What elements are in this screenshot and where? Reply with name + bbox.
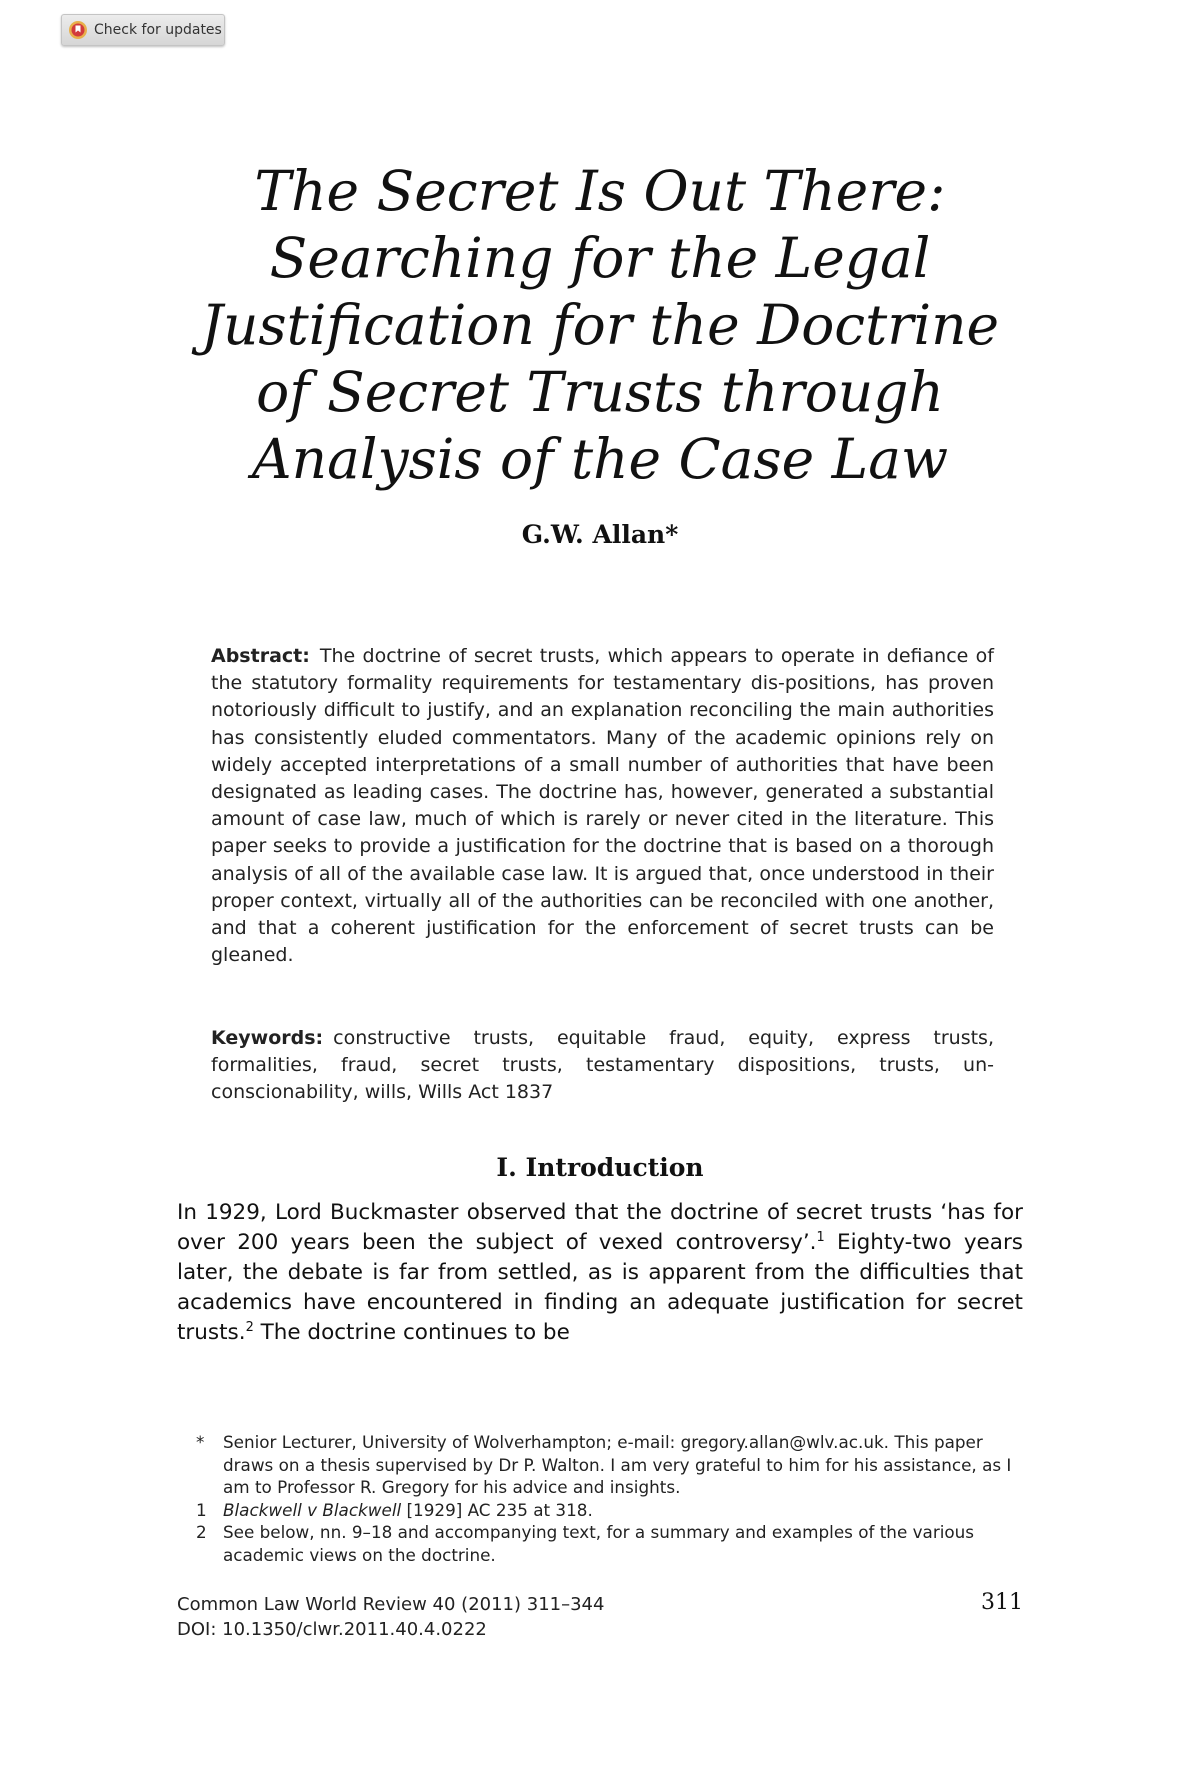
- paragraph-text: In 1929, Lord Buckmaster observed that the doctrine of secret trusts ‘has for over 200 years been the subject of vexed controversy’.: [177, 1200, 1023, 1255]
- footnote-1: [196, 1499, 1026, 1522]
- case-citation: [1929] AC 235 at 318.: [401, 1499, 593, 1520]
- footnote-text: Senior Lecturer, University of Wolverhampton; e-mail: gregory.allan@wlv.ac.uk. This paper draws on a thesis supervised by Dr P. Walton. I am very grateful to him for his assistance, as I am to Professor R. Gregory for his advice and insights.: [223, 1432, 1012, 1497]
- doi-link[interactable]: DOI: 10.1350/clwr.2011.40.4.0222: [177, 1619, 487, 1640]
- title-line: Analysis of the Case Law: [251, 427, 949, 491]
- introduction-paragraph: [177, 1198, 1023, 1348]
- author-name: G.W. Allan*: [521, 520, 679, 549]
- paragraph-text: The doctrine continues to be: [253, 1320, 570, 1345]
- abstract-text: The doctrine of secret trusts, which appears to operate in defiance of the statutory formality requirements for testamentary dis-positions, has proven notoriously difficult to justify, and an explanation reconciling the main authorities has consistently eluded commentators. Many of the academic opinions rely on widely accepted interpretations of a small number of authorities that have been designated as leading cases. The doctrine has, however, generated a substantial amount of case law, much of which is rarely or never cited in the literature. This paper seeks to provide a justification for the doctrine that is based on a thorough analysis of all of the available case law. It is argued that, once understood in their proper context, virtually all of the authorities can be reconciled with one another, and that a coherent justification for the enforcement of secret trusts can be gleaned.: [211, 645, 994, 967]
- abstract: [211, 643, 994, 969]
- footnote-mark: 2: [196, 1522, 207, 1542]
- footnote-author-note: [196, 1431, 1026, 1499]
- keywords: [211, 1025, 994, 1107]
- footnote-ref-1[interactable]: 1: [816, 1229, 825, 1245]
- keywords-label: Keywords:: [211, 1027, 324, 1049]
- title-line: Searching for the Legal: [269, 226, 931, 290]
- footnote-mark: 1: [196, 1499, 207, 1520]
- page-number: 311: [981, 1590, 1023, 1615]
- title-line: Justification for the Doctrine: [200, 293, 1000, 357]
- footnote-mark: *: [196, 1432, 205, 1452]
- journal-citation: Common Law World Review 40 (2011) 311–344: [177, 1594, 605, 1615]
- check-for-updates-label: Check for updates: [94, 22, 222, 38]
- title-line: The Secret Is Out There:: [254, 159, 946, 223]
- section-heading-introduction: I. Introduction: [496, 1153, 704, 1182]
- check-for-updates-button[interactable]: [61, 14, 225, 46]
- article-title: [150, 158, 1050, 493]
- footnote-2: [196, 1521, 1026, 1566]
- paragraph-text: Eighty-two years later, the debate is far from settled, as is apparent from the difficulties that academics have encountered in finding an adequate justification for secret trusts.: [177, 1230, 1024, 1345]
- update-check-icon: [68, 20, 88, 40]
- footnote-text: [223, 1499, 1026, 1522]
- footnotes: [196, 1431, 1026, 1566]
- title-line: of Secret Trusts through: [256, 360, 944, 424]
- abstract-label: Abstract:: [211, 645, 310, 667]
- footnote-text: See below, nn. 9–18 and accompanying text, for a summary and examples of the various academic views on the doctrine.: [223, 1522, 975, 1565]
- journal-info: [177, 1592, 604, 1642]
- footnote-ref-2[interactable]: 2: [245, 1319, 254, 1335]
- case-name: Blackwell v Blackwell: [223, 1499, 402, 1520]
- keywords-text: constructive trusts, equitable fraud, equity, express trusts, formalities, fraud, secret trusts, testamentary dispositions, trusts, un-conscionability, wills, Wills Act 1837: [211, 1027, 994, 1104]
